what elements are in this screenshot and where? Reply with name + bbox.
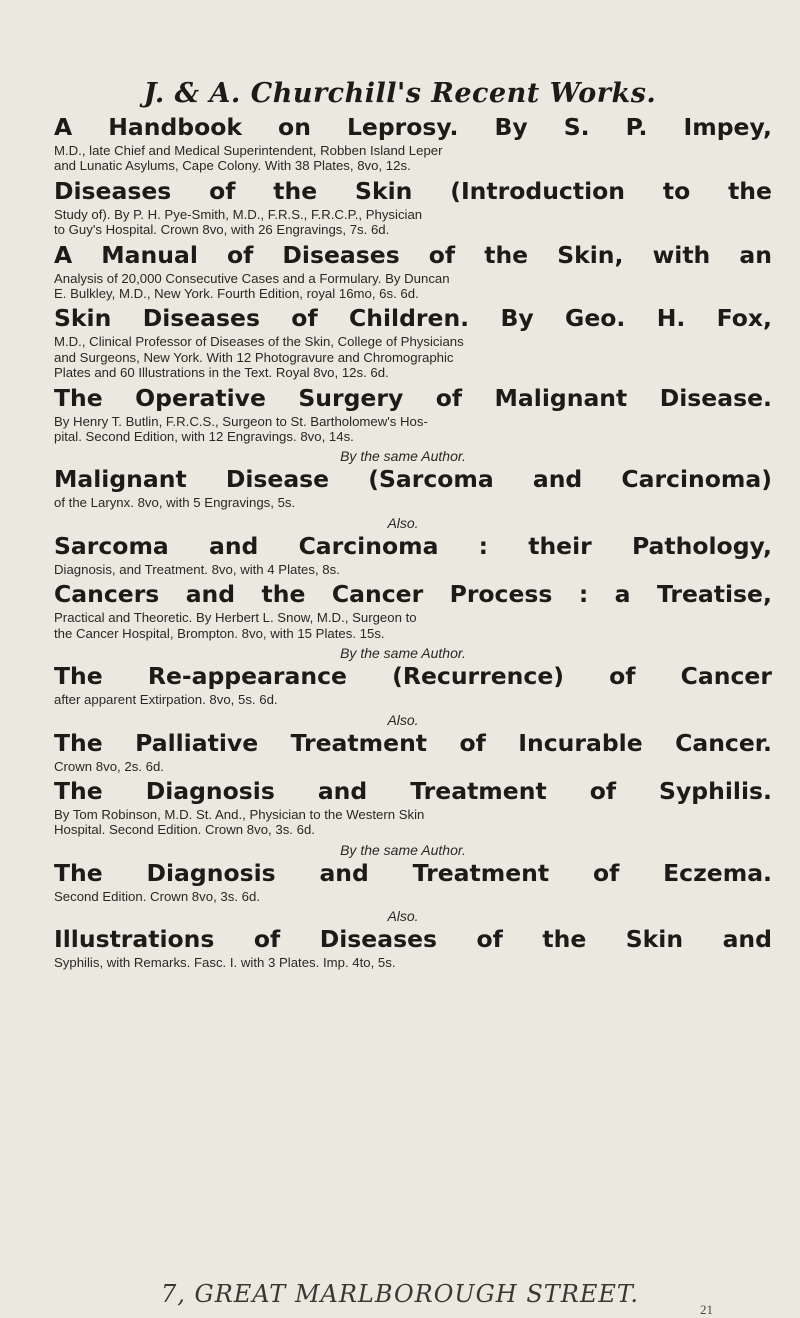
also-note: Also.: [387, 514, 419, 531]
title-word: Diseases: [282, 240, 400, 269]
title-word: S.: [563, 113, 590, 141]
title-word: Surgery: [298, 383, 404, 412]
book-title: [54, 384, 772, 413]
book-title: [54, 580, 772, 609]
description-line: Second Edition. Crown 8vo, 3s. 6d.: [54, 888, 260, 904]
title-word: the: [261, 580, 306, 609]
description-line: Practical and Theoretic. By Herbert L. Snow, M.D., Surgeon to: [54, 610, 417, 626]
title-word: Syphilis.: [659, 776, 772, 805]
title-word: the: [728, 176, 772, 205]
title-word: of: [609, 662, 636, 691]
title-word: Impey,: [683, 113, 772, 141]
book-entry: [54, 925, 772, 970]
title-word: of: [253, 925, 281, 954]
title-word: Carcinoma: [298, 531, 439, 560]
title-word: Cancer: [331, 580, 424, 609]
title-word: Fox,: [716, 304, 772, 333]
book-entry: [54, 177, 772, 238]
title-word: Sarcoma: [54, 531, 169, 560]
title-word: By: [494, 113, 528, 141]
description-line: pital. Second Edition, with 12 Engravings. 8vo, 14s.: [54, 429, 354, 445]
book-description: [54, 495, 772, 510]
also-note: Also.: [387, 711, 419, 728]
title-word: :: [478, 531, 489, 560]
description-line: By Henry T. Butlin, F.R.C.S., Surgeon to St. Bartholomew's Hos-: [54, 413, 428, 429]
book-title: [54, 113, 772, 142]
description-line: By Tom Robinson, M.D. St. And., Physician to the Western Skin: [54, 806, 425, 822]
title-word: The: [54, 383, 103, 412]
book-title: [54, 465, 772, 494]
description-line: Study of). By P. H. Pye-Smith, M.D., F.R.S., F.R.C.P., Physician: [54, 206, 423, 222]
description-line: Plates and 60 Illustrations in the Text. Royal 8vo, 12s. 6d.: [54, 365, 389, 381]
book-entry: [54, 777, 772, 859]
book-entry: [54, 465, 772, 531]
description-line: Syphilis, with Remarks. Fasc. I. with 3 Plates. Imp. 4to, 5s.: [54, 955, 396, 971]
book-description: [54, 414, 772, 445]
title-word: Cancers: [54, 580, 160, 609]
title-word: of: [226, 240, 254, 269]
title-word: and: [185, 580, 236, 609]
page-number: 21: [700, 1302, 713, 1317]
description-line: and Lunatic Asylums, Cape Colony. With 38 Plates, 8vo, 12s.: [54, 158, 411, 174]
description-line: Diagnosis, and Treatment. 8vo, with 4 Plates, 8s.: [54, 561, 340, 577]
title-word: :: [578, 580, 589, 609]
title-word: Treatment: [410, 776, 547, 805]
book-title: [54, 859, 772, 888]
book-entry: [54, 580, 772, 662]
title-word: of: [459, 728, 486, 757]
title-word: and: [722, 925, 772, 954]
title-word: Diseases: [142, 304, 260, 333]
description-line: after apparent Extirpation. 8vo, 5s. 6d.: [54, 692, 278, 708]
book-entry: [54, 662, 772, 728]
title-word: and: [317, 776, 368, 805]
title-word: H.: [656, 304, 686, 333]
title-word: the: [484, 240, 529, 269]
book-title: [54, 241, 772, 270]
title-word: Leprosy.: [346, 113, 459, 141]
title-word: Disease: [225, 465, 330, 494]
title-word: Diseases: [319, 925, 438, 954]
title-word: A: [54, 240, 73, 269]
description-line: Crown 8vo, 2s. 6d.: [54, 758, 164, 774]
book-entry: [54, 729, 772, 774]
title-word: Treatise,: [656, 580, 772, 609]
title-word: The: [54, 728, 103, 757]
title-word: Illustrations: [54, 925, 215, 954]
book-description: [54, 807, 772, 838]
title-word: the: [273, 176, 318, 205]
description-line: the Cancer Hospital, Brompton. 8vo, with 15 Plates. 15s.: [54, 625, 385, 641]
title-word: of: [428, 240, 456, 269]
description-line: M.D., Clinical Professor of Diseases of the Skin, College of Physicians: [54, 334, 464, 350]
title-word: (Introduction: [450, 176, 626, 205]
book-description: [54, 334, 772, 380]
title-word: A: [54, 113, 73, 141]
title-word: Carcinoma): [621, 465, 772, 494]
book-description: [54, 692, 772, 707]
description-line: to Guy's Hospital. Crown 8vo, with 26 Engravings, 7s. 6d.: [54, 222, 390, 238]
title-word: their: [528, 531, 592, 560]
book-description: [54, 955, 772, 970]
description-line: and Surgeons, New York. With 12 Photogravure and Chromographic: [54, 349, 454, 365]
title-word: Incurable: [518, 728, 643, 757]
title-word: a: [614, 580, 631, 609]
title-word: (Sarcoma: [368, 465, 494, 494]
title-word: of: [291, 304, 318, 333]
description-line: Hospital. Second Edition. Crown 8vo, 3s. 6d.: [54, 822, 315, 838]
publisher-address: 7, GREAT MARLBOROUGH STREET.: [161, 1280, 639, 1308]
title-word: Malignant: [54, 465, 187, 494]
book-entry: [54, 304, 772, 380]
book-description: [54, 610, 772, 641]
title-word: Malignant: [494, 383, 628, 412]
title-word: with: [652, 240, 711, 269]
title-word: The: [54, 662, 103, 691]
title-word: Skin,: [557, 240, 624, 269]
title-word: Skin: [54, 304, 112, 333]
title-word: Diagnosis: [146, 858, 276, 887]
book-description: [54, 207, 772, 238]
title-word: Re-appearance: [147, 662, 347, 691]
same-author-note: By the same Author.: [340, 645, 466, 662]
title-word: Treatment: [412, 858, 550, 887]
description-line: M.D., late Chief and Medical Superintendent, Robben Island Leper: [54, 143, 443, 158]
title-word: Geo.: [565, 304, 626, 333]
book-title: [54, 729, 772, 758]
title-word: Eczema.: [663, 858, 772, 887]
title-word: By: [500, 304, 534, 333]
description-line: of the Larynx. 8vo, with 5 Engravings, 5s.: [54, 495, 296, 511]
title-word: of: [592, 858, 620, 887]
title-word: (Recurrence): [392, 662, 565, 691]
book-entry: [54, 532, 772, 577]
book-description: [54, 562, 772, 577]
book-title: [54, 177, 772, 206]
book-list: [54, 113, 772, 974]
title-word: the: [542, 925, 587, 954]
book-title: [54, 304, 772, 333]
title-word: Operative: [135, 383, 266, 412]
title-word: Manual: [101, 240, 198, 269]
title-word: of: [435, 383, 463, 412]
book-title: [54, 925, 772, 954]
title-word: Treatment: [290, 728, 428, 757]
book-title: [54, 777, 772, 806]
description-line: Analysis of 20,000 Consecutive Cases and a Formulary. By Duncan: [54, 270, 450, 286]
title-word: of: [589, 776, 617, 805]
title-word: Skin: [625, 925, 684, 954]
title-word: Pathology,: [631, 531, 772, 560]
book-description: [54, 271, 772, 302]
title-word: The: [54, 776, 103, 805]
book-entry: [54, 859, 772, 925]
title-word: Cancer: [680, 662, 772, 691]
title-word: P.: [625, 113, 648, 141]
title-word: on: [278, 113, 311, 141]
also-note: Also.: [387, 908, 419, 925]
title-word: Process: [449, 580, 553, 609]
title-word: and: [532, 465, 583, 494]
description-line: E. Bulkley, M.D., New York. Fourth Edition, royal 16mo, 6s. 6d.: [54, 286, 419, 302]
title-word: Diseases: [54, 176, 172, 205]
page-header: J. & A. Churchill's Recent Works.: [143, 78, 657, 109]
book-entry: [54, 113, 772, 174]
title-word: an: [739, 240, 772, 269]
title-word: Diagnosis: [145, 776, 275, 805]
book-description: [54, 889, 772, 904]
title-word: and: [319, 858, 369, 887]
title-word: Disease.: [659, 383, 772, 412]
title-word: Skin: [355, 176, 413, 205]
title-word: Handbook: [108, 113, 243, 141]
book-title: [54, 532, 772, 561]
book-entry: [54, 384, 772, 466]
title-word: Palliative: [135, 728, 259, 757]
book-description: [54, 759, 772, 774]
title-word: Cancer.: [675, 728, 772, 757]
title-word: of: [476, 925, 503, 954]
title-word: of: [209, 176, 236, 205]
same-author-note: By the same Author.: [340, 841, 466, 858]
book-description: [54, 143, 772, 174]
title-word: and: [208, 531, 259, 560]
book-title: [54, 662, 772, 691]
book-entry: [54, 241, 772, 302]
same-author-note: By the same Author.: [340, 448, 466, 465]
title-word: The: [54, 858, 103, 887]
title-word: Children.: [349, 304, 470, 333]
title-word: to: [662, 176, 691, 205]
